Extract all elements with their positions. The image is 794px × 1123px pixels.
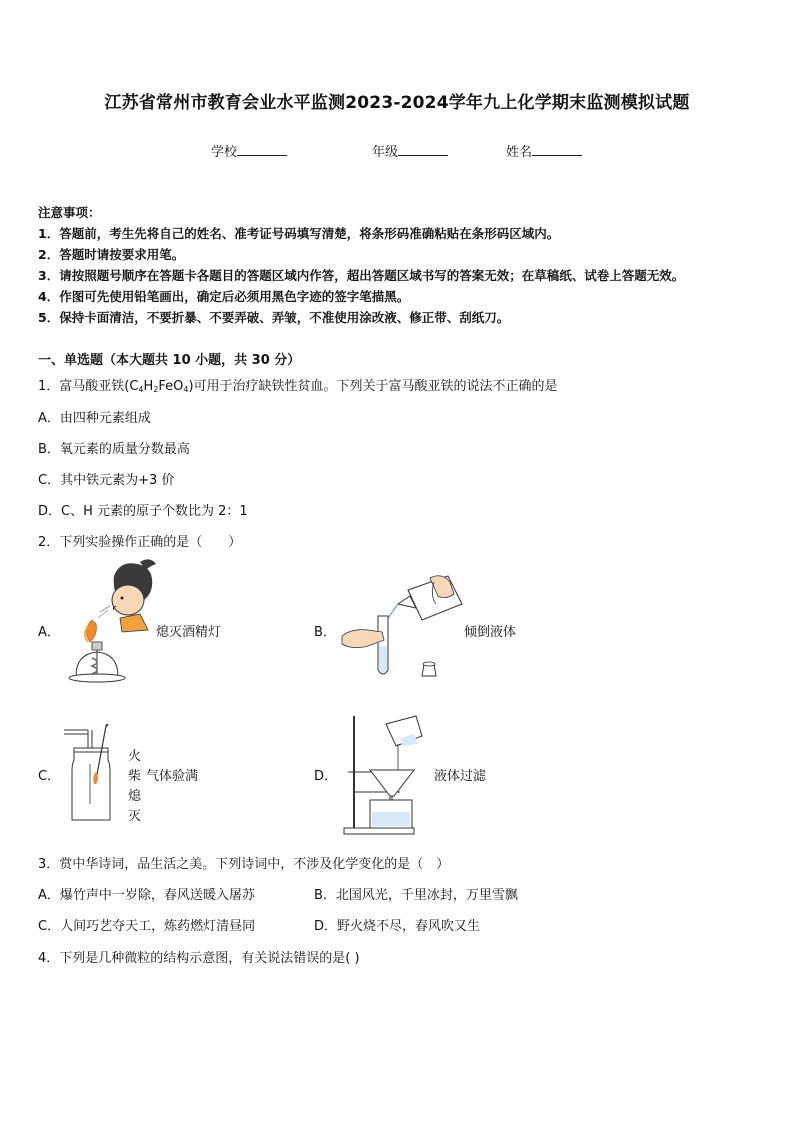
note-item: 4．作图可先使用铅笔画出，确定后必须用黑色字迹的签字笔描黑。: [38, 289, 410, 304]
question-1-option-b[interactable]: B．氧元素的质量分数最高: [38, 442, 190, 457]
blowing-lamp-illustration: [62, 558, 158, 694]
question-2-option-a-label[interactable]: A．: [38, 625, 60, 640]
school-label: 学校: [211, 145, 238, 160]
name-blank[interactable]: [532, 143, 582, 156]
school-field[interactable]: [211, 141, 287, 160]
question-2-option-b-caption: 倾倒液体: [464, 625, 517, 640]
pouring-liquid-illustration: [338, 568, 468, 688]
match-label-char-2: 柴: [128, 769, 142, 784]
question-3-option-d[interactable]: D．野火烧不尽，春风吹又生: [314, 919, 481, 934]
section-heading: 一、单选题（本大题共 10 小题，共 30 分）: [38, 353, 301, 368]
question-2-option-a-caption: 熄灭酒精灯: [156, 625, 222, 640]
grade-label: 年级: [372, 145, 399, 160]
question-3-option-a[interactable]: A．爆竹声中一岁除，春风送暖入屠苏: [38, 888, 255, 903]
name-field[interactable]: [506, 141, 582, 160]
question-1-option-c[interactable]: C．其中铁元素为+3 价: [38, 473, 175, 488]
match-label-char-1: 火: [128, 749, 142, 764]
note-item: 5．保持卡面清洁，不要折暴、不要弄破、弄皱，不准使用涂改液、修正带、刮纸刀。: [38, 310, 510, 325]
question-1-option-d[interactable]: D．C、H 元素的原子个数比为 2：1: [38, 504, 248, 519]
question-2-option-b-label[interactable]: B．: [314, 625, 336, 640]
question-1-stem: 1．富马酸亚铁$(C_4H_2FeO_4)$可用于治疗缺铁性贫血。下列关于富马酸亚铁的说法不正确的是: [38, 379, 558, 394]
note-item: 2．答题时请按要求用笔。: [38, 247, 185, 262]
note-item: 3．请按照题号顺序在答题卡各题目的答题区域内作答，超出答题区域书写的答案无效；在草稿纸、试卷上答题无效。: [38, 268, 685, 283]
question-2-option-d-label[interactable]: D．: [314, 769, 338, 784]
grade-blank[interactable]: [398, 143, 448, 156]
match-label-char-4: 灭: [128, 809, 142, 824]
question-3-option-c[interactable]: C．人间巧艺夺天工，炼药燃灯清昼同: [38, 919, 256, 934]
school-blank[interactable]: [237, 143, 287, 156]
page-title: 江苏省常州市教育会业水平监测2023-2024学年九上化学期末监测模拟试题: [104, 93, 690, 113]
notes-heading: 注意事项：: [38, 205, 101, 220]
question-2-option-d-caption: 液体过滤: [434, 769, 487, 784]
question-1-option-a[interactable]: A．由四种元素组成: [38, 411, 151, 426]
filtration-apparatus-illustration: [342, 714, 432, 836]
name-label: 姓名: [506, 145, 533, 160]
question-2-stem: 2．下列实验操作正确的是（ ）: [38, 535, 242, 550]
question-3-option-b[interactable]: B．北国风光，千里冰封，万里雪飘: [314, 888, 518, 903]
match-label-char-3: 熄: [128, 789, 142, 804]
grade-field[interactable]: [372, 141, 448, 160]
question-3-stem: 3．赏中华诗词，品生活之美。下列诗词中，不涉及化学变化的是（ ）: [38, 857, 450, 872]
note-item: 1．答题前，考生先将自己的姓名、准考证号码填写清楚，将条形码准确粘贴在条形码区域内。: [38, 226, 560, 241]
question-2-option-c-caption: 气体验满: [146, 769, 199, 784]
question-2-option-c-label[interactable]: C．: [38, 769, 61, 784]
gas-bottle-illustration: [62, 724, 128, 822]
question-4-stem: 4．下列是几种微粒的结构示意图，有关说法错误的是( ): [38, 951, 360, 966]
